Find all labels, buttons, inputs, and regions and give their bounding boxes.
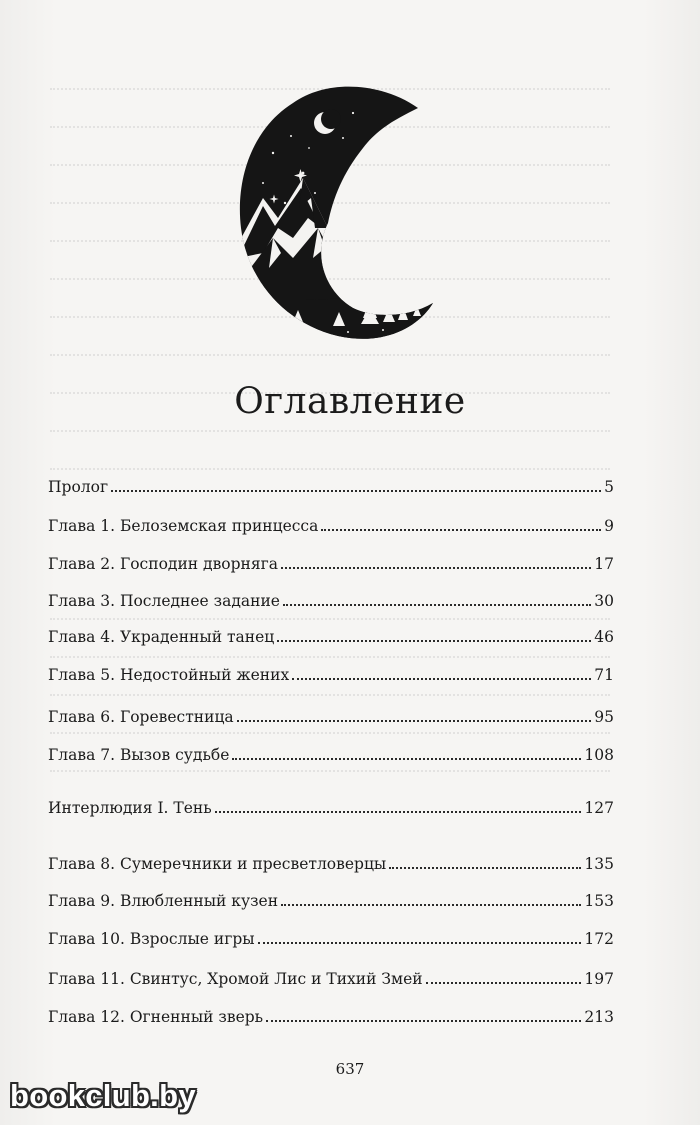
toc-entry — [48, 925, 614, 949]
page-title: Оглавление — [234, 381, 466, 422]
dot-leader — [258, 941, 582, 944]
toc-entry-page: 71 — [594, 666, 614, 684]
toc-entry-page: 213 — [584, 1008, 614, 1026]
toc-entry-title: Пролог — [48, 478, 109, 496]
dot-leader — [426, 981, 582, 984]
toc-entry — [48, 965, 614, 989]
toc-entry — [48, 473, 614, 497]
toc-entry-page: 108 — [584, 746, 614, 764]
toc-entry-page: 17 — [594, 555, 614, 573]
toc-entry — [48, 512, 614, 536]
toc-entry-page: 172 — [584, 930, 614, 948]
dot-leader — [292, 677, 591, 680]
toc-entry-title: Глава 1. Белоземская принцесса — [48, 517, 319, 535]
toc-entry — [48, 741, 614, 765]
toc-entry-page: 153 — [584, 892, 614, 910]
toc-entry-title: Глава 2. Господин дворняга — [48, 555, 279, 573]
toc-entry-page: 95 — [594, 708, 614, 726]
toc-entry-page: 197 — [584, 970, 614, 988]
toc-entry — [48, 587, 614, 611]
toc-entry-title: Глава 8. Сумеречники и пресветловерцы — [48, 855, 387, 873]
toc-entry-title: Глава 4. Украденный танец — [48, 628, 275, 646]
toc-entry-page: 5 — [604, 478, 614, 496]
toc-entry-page: 9 — [604, 517, 614, 535]
toc-entry-page: 46 — [594, 628, 614, 646]
dot-leader — [266, 1019, 581, 1022]
dot-leader — [321, 528, 601, 531]
toc-entry-page: 30 — [594, 592, 614, 610]
toc-entry — [48, 623, 614, 647]
toc-entry — [48, 887, 614, 911]
dot-leader — [277, 639, 591, 642]
dot-leader — [111, 489, 601, 492]
toc-entry-title: Глава 3. Последнее задание — [48, 592, 280, 610]
toc-entry — [48, 794, 614, 818]
toc-entry-title: Интерлюдия I. Тень — [48, 799, 212, 817]
toc-entry — [48, 550, 614, 574]
watermark: bookclub.by — [10, 1078, 196, 1113]
toc-entry-title: Глава 10. Взрослые игры — [48, 930, 255, 948]
crescent-moon-illustration — [233, 78, 438, 343]
dot-leader — [232, 757, 581, 760]
dot-leader — [281, 566, 591, 569]
toc-entry-title: Глава 12. Огненный зверь — [48, 1008, 264, 1026]
toc-entry-title: Глава 11. Свинтус, Хромой Лис и Тихий Змей — [48, 970, 423, 988]
dot-leader — [237, 719, 592, 722]
toc-entry-page: 127 — [584, 799, 614, 817]
toc-entry-title: Глава 7. Вызов судьбе — [48, 746, 230, 764]
dot-leader — [283, 603, 591, 606]
toc-entry-page: 135 — [584, 855, 614, 873]
toc-entry — [48, 850, 614, 874]
toc-entry-title: Глава 6. Горевестница — [48, 708, 234, 726]
toc-entry — [48, 661, 614, 685]
toc-entry — [48, 1003, 614, 1027]
dot-leader — [215, 810, 582, 813]
crescent-moon-icon — [233, 78, 438, 343]
toc-entry-title: Глава 5. Недостойный жених — [48, 666, 290, 684]
dot-leader — [389, 866, 581, 869]
toc-entry-title: Глава 9. Влюбленный кузен — [48, 892, 279, 910]
dot-leader — [281, 903, 581, 906]
page-number: 637 — [335, 1060, 365, 1078]
toc-entry — [48, 703, 614, 727]
